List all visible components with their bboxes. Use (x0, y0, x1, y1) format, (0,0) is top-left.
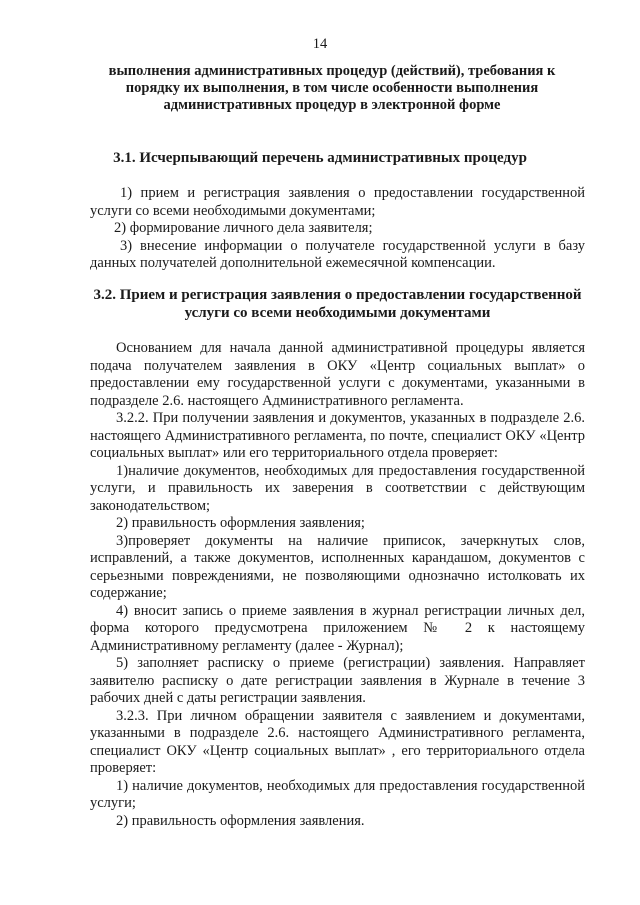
section-3-2-body (90, 340, 585, 830)
list-item: 4) вносит запись о приеме заявления в журнал регистрации личных дел, форма которого предусмотрена приложением № 2 к настоящему Административному регламенту (далее - Журнал); (90, 602, 585, 654)
list-item: 2) правильность оформления заявления; (116, 515, 365, 531)
procedure-item: 1) прием и регистрация заявления о предоставлении государственной услуги со всеми необходимыми документами; (90, 185, 585, 219)
list-item: 3)проверяет документы на наличие приписок, зачеркнутых слов, исправлений, а также документов, исполненных карандашом, документов с серьезными повреждениями, не позволяющими однозначно истолковать их содержание; (90, 532, 585, 601)
list-item: 1)наличие документов, необходимых для предоставления государственной услуги, и правильность их заверения в соответствии с действующим законодательством; (90, 462, 585, 514)
chapter-heading: выполнения административных процедур (действий), требования к порядку их выполнения, в том числе особенности выполнения административных процедур в электронной форме (108, 63, 556, 113)
paragraph-basis: Основанием для начала данной административной процедуры является подача получателем заявления в ОКУ «Центр социальных выплат» о предоставлении ему государственной услуги с документами, указанными в подразделе 2.6. настоящего Административного регламента. (90, 340, 585, 409)
list-item: 2) правильность оформления заявления. (116, 812, 365, 829)
section-3-1-list (90, 185, 585, 273)
list-item: 5) заполняет расписку о приеме (регистрации) заявления. Направляет заявителю расписку о дате регистрации заявления в Журнале в течение 3 рабочих дней с даты регистрации заявления. (90, 655, 585, 706)
section-3-2-title: 3.2. Прием и регистрация заявления о предоставлении государственной услуги со всеми необходимыми документами (93, 287, 582, 321)
list-item: 1) наличие документов, необходимых для предоставления государственной услуги; (90, 777, 585, 811)
procedure-item: 2) формирование личного дела заявителя; (114, 220, 373, 236)
paragraph-3-2-3-intro: 3.2.3. При личном обращении заявителя с заявлением и документами, указанными в подразделе 2.6. настоящего Административного регламента, специалист ОКУ «Центр социальных выплат» , его территориального отдела проверяет: (90, 707, 585, 776)
procedure-item: 3) внесение информации о получателе государственной услуги в базу данных получателей дополнительной ежемесячной компенсации. (90, 237, 585, 271)
page-number: 14 (312, 36, 328, 52)
section-3-1-title: 3.1. Исчерпывающий перечень административных процедур (113, 150, 527, 166)
paragraph-3-2-2-intro: 3.2.2. При получении заявления и документов, указанных в подразделе 2.6. настоящего Административного регламента, по почте, специалист ОКУ «Центр социальных выплат» или его территориального отдела проверяет: (90, 410, 585, 461)
